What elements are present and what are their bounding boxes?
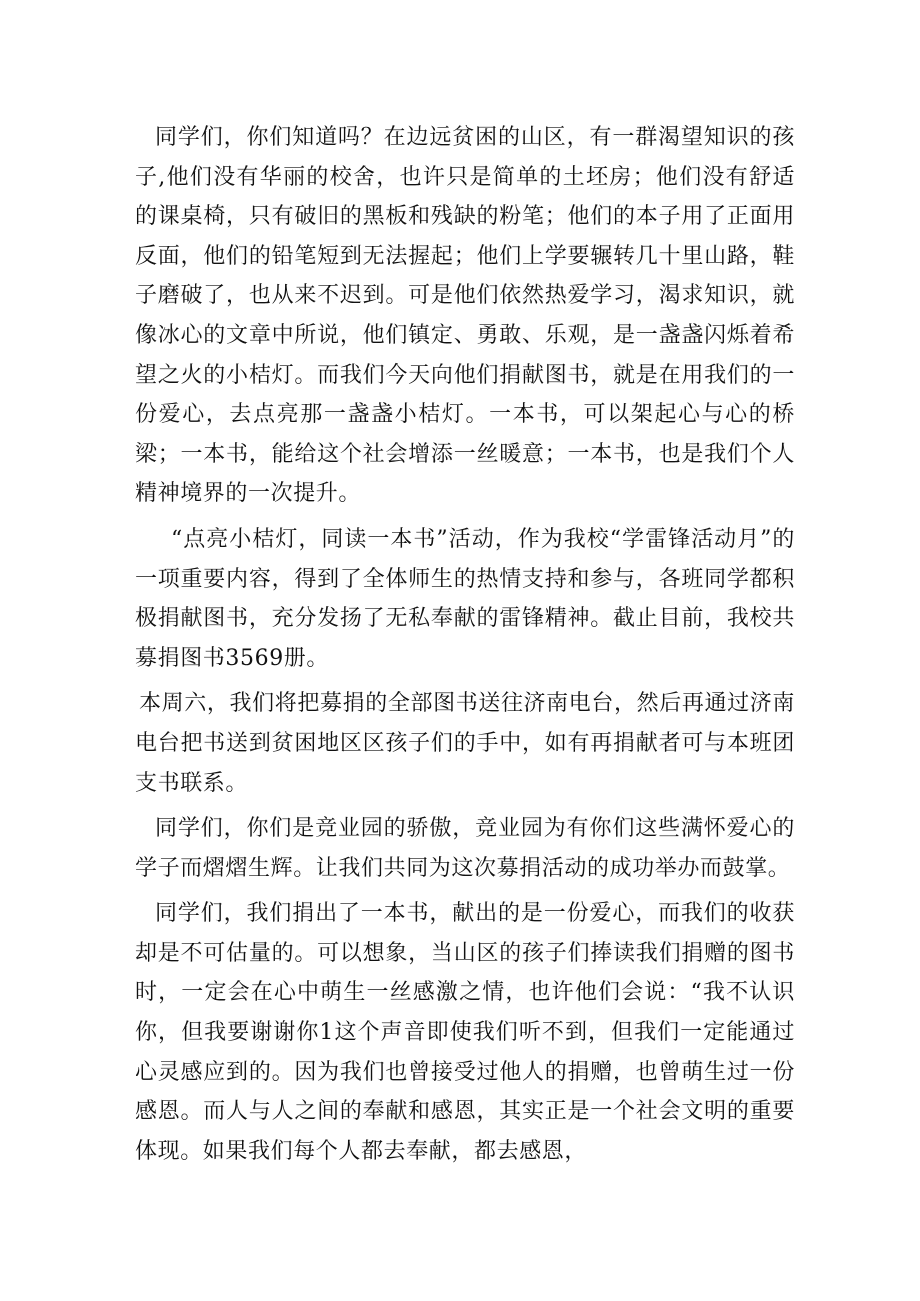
- paragraph-1: 同学们，你们知道吗？在边远贫困的山区，有一群渴望知识的孩子,他们没有华丽的校舍，也许只是简单的土坯房；他们没有舒适的课桌椅，只有破旧的黑板和残缺的粉笔；他们的本子用了正面用反面，他们的铅笔短到无法握起；他们上学要辗转几十里山路，鞋子磨破了，也从来不迟到。可是他们依然热爱学习，渴求知识，就像冰心的文章中所说，他们镇定、勇敢、乐观，是一盏盏闪烁着希望之火的小桔灯。而我们今天向他们捐献图书，就是在用我们的一份爱心，去点亮那一盏盏小桔灯。一本书，可以架起心与心的桥梁；一本书，能给这个社会增添一丝暖意；一本书，也是我们个人精神境界的一次提升。: [135, 125, 795, 507]
- paragraph-5: 同学们，我们捐出了一本书，献出的是一份爱心，而我们的收获却是不可估量的。可以想象，当山区的孩子们捧读我们捐赠的图书时，一定会在心中萌生一丝感激之情，也许他们会说：“我不认识你，但我要谢谢你1这个声音即使我们听不到，但我们一定能通过心灵感应到的。因为我们也曾接受过他人的捐赠，也曾萌生过一份感恩。而人与人之间的奉献和感恩，其实正是一个社会文明的重要体现。如果我们每个人都去奉献，都去感恩，: [135, 901, 795, 1164]
- document-body: [135, 118, 795, 1177]
- paragraph-3: 本周六，我们将把募捐的全部图书送往济南电台，然后再通过济南电台把书送到贫困地区区孩子们的手中，如有再捐献者可与本班团支书联系。: [135, 691, 795, 796]
- paragraph-4: 同学们，你们是竞业园的骄傲，竞业园为有你们这些满怀爱心的学子而熠熠生辉。让我们共同为这次募捐活动的成功举办而鼓掌。: [135, 816, 795, 881]
- paragraph-2: “点亮小桔灯，同读一本书”活动，作为我校“学雷锋活动月”的一项重要内容，得到了全体师生的热情支持和参与，各班同学都积极捐献图书，充分发扬了无私奉献的雷锋精神。截止目前，我校共募捐图书3569册。: [135, 526, 795, 671]
